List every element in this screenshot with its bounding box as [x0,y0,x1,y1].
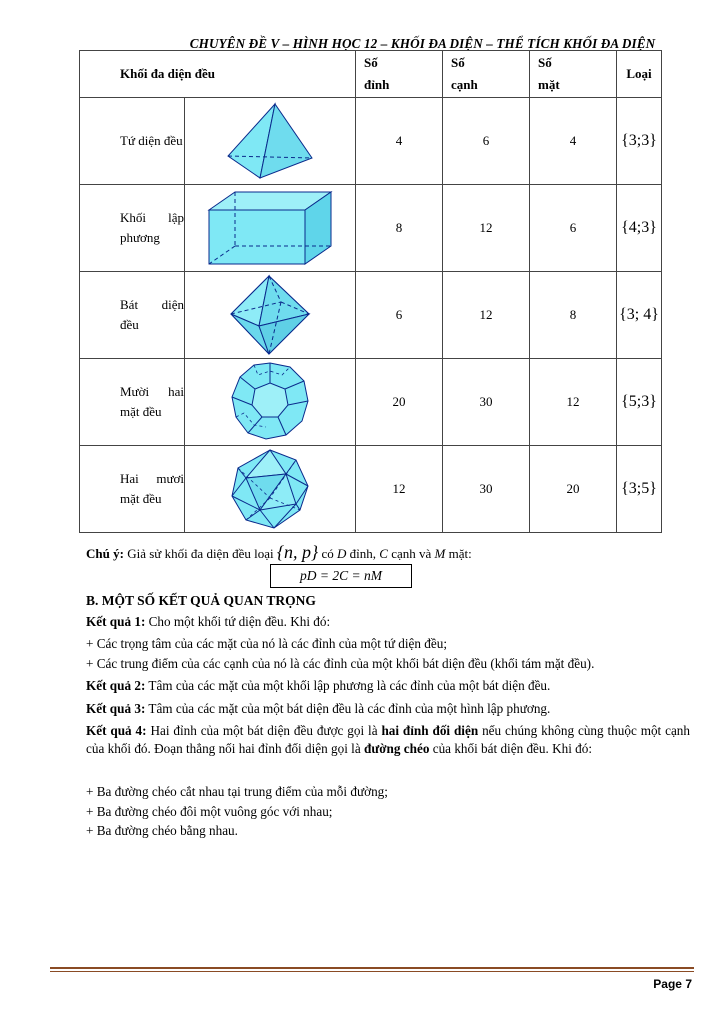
faces-cell: 8 [530,272,617,359]
row-name-cell: Bát diện đều [80,272,185,359]
cube-figure [185,185,356,272]
type-cell: {3; 4} [617,272,662,359]
row-name-cell: Tứ diện đều [80,98,185,185]
result-4: Kết quả 4: Hai đỉnh của một bát diện đều được gọi là hai đỉnh đối diện nếu chúng không cùng thuộc một cạnh của khối đó. Đoạn thẳng nối hai đỉnh đối diện gọi là đường chéo của khối bát diện đều. Khi đó: [86,723,690,756]
edges-cell: 6 [443,98,530,185]
footer-rule [50,967,694,969]
table-header-row [80,51,662,98]
vertices-cell: 20 [356,359,443,446]
vertices-cell: 12 [356,446,443,533]
type-expression: {n, p} [276,542,319,562]
formula-box: pD = 2C = nM [270,564,412,588]
table-row [80,359,662,446]
header-vertices: Số đỉnh [356,51,443,98]
octahedron-figure [185,272,356,359]
edges-cell: 12 [443,185,530,272]
table-row [80,185,662,272]
faces-cell: 6 [530,185,617,272]
table-row [80,272,662,359]
faces-cell: 12 [530,359,617,446]
type-cell: {4;3} [617,185,662,272]
faces-cell: 4 [530,98,617,185]
edges-cell: 30 [443,359,530,446]
result-4-bullet-2: + Ba đường chéo đôi một vuông góc với nhau; [86,804,333,819]
result-4-bullet-3: + Ba đường chéo bằng nhau. [86,823,238,838]
icosahedron-figure [185,446,356,533]
header-faces: Số mặt [530,51,617,98]
dodecahedron-figure [185,359,356,446]
type-cell: {5;3} [617,359,662,446]
header-type: Loại [617,51,662,98]
result-1: Kết quả 1: Cho một khối tứ diện đều. Khi đó: [86,614,331,629]
edges-cell: 12 [443,272,530,359]
table-row [80,98,662,185]
note-label: Chú ý: [86,546,124,561]
result-1-bullet-2: + Các trung điểm của các cạnh của nó là các đỉnh của một khối bát diện đều (khối tám mặt đều). [86,656,595,671]
footer-rule-thin [50,971,694,972]
polyhedra-table [79,50,662,533]
faces-cell: 20 [530,446,617,533]
vertices-cell: 6 [356,272,443,359]
tetrahedron-figure [185,98,356,185]
result-4-bullet-1: + Ba đường chéo cắt nhau tại trung điểm của mỗi đường; [86,784,388,799]
type-cell: {3;3} [617,98,662,185]
header-edges: Số cạnh [443,51,530,98]
page-number: Page 7 [653,977,692,991]
row-name-cell: Khối lập phương [80,185,185,272]
edges-cell: 30 [443,446,530,533]
page-header: CHUYÊN ĐỀ V – HÌNH HỌC 12 – KHỐI ĐA DIỆN – THỂ TÍCH KHỐI ĐA DIỆN [189,36,656,51]
header-name: Khối đa diện đều [80,51,356,98]
result-3: Kết quả 3: Tâm của các mặt của một bát diện đều là các đỉnh của một hình lập phương. [86,701,551,716]
note-line: Chú ý: Giả sử khối đa diện đều loại {n, p} có D đỉnh, C cạnh và M mặt: [86,542,472,562]
row-name-cell: Mười hai mặt đều [80,359,185,446]
type-cell: {3;5} [617,446,662,533]
vertices-cell: 4 [356,98,443,185]
vertices-cell: 8 [356,185,443,272]
row-name-cell: Hai mươi mặt đều [80,446,185,533]
result-2: Kết quả 2: Tâm của các mặt của một khối lập phương là các đỉnh của một bát diện đều. [86,678,551,693]
table-row [80,446,662,533]
section-b-title: B. MỘT SỐ KẾT QUẢ QUAN TRỌNG [86,593,316,608]
result-1-bullet-1: + Các trọng tâm của các mặt của nó là các đỉnh của một tứ diện đều; [86,636,447,651]
